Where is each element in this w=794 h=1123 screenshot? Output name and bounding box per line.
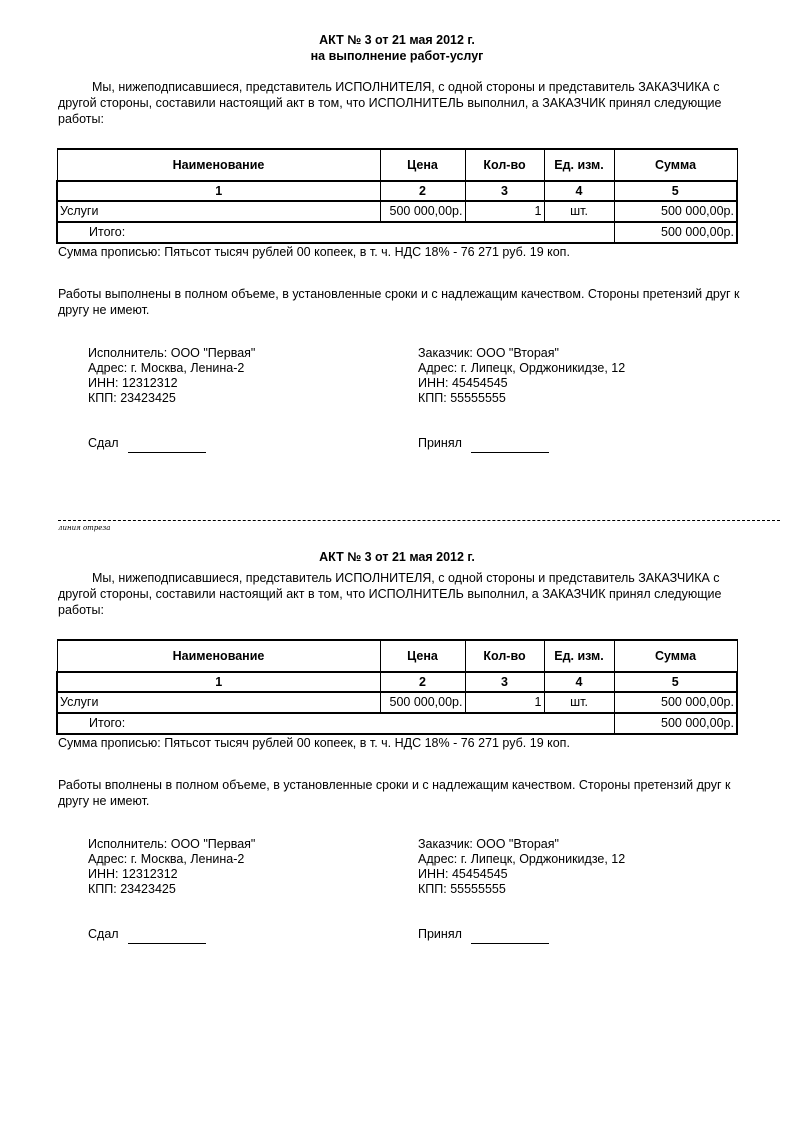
act-intro-text: Мы, нижеподписавшиеся, представитель ИСПОЛНИТЕЛЯ, с одной стороны и представитель ЗАКАЗЧИКА с другой стороны, составили настоящий акт в том, что ИСПОЛНИТЕЛЬ выполнил, а ЗАКАЗЧИК принял следующие работы:	[58, 80, 722, 126]
act-subtitle: на выполнение работ-услуг	[310, 49, 484, 63]
accepted-signature-line	[471, 452, 549, 453]
customer-name: Заказчик: ООО "Вторая"	[418, 346, 559, 360]
item-name: Услуги	[57, 201, 380, 222]
col-number: 4	[544, 672, 614, 692]
col-number: 3	[465, 181, 544, 201]
item-qty: 1	[465, 692, 544, 713]
item-qty: 1	[465, 201, 544, 222]
item-name: Услуги	[57, 692, 380, 713]
item-sum: 500 000,00р.	[614, 692, 737, 713]
item-unit: шт.	[544, 201, 614, 222]
col-number: 5	[614, 181, 737, 201]
act-intro	[58, 570, 748, 618]
col-header-name: Наименование	[57, 640, 380, 672]
col-number: 1	[57, 181, 380, 201]
executor-address: Адрес: г. Москва, Ленина-2	[88, 361, 245, 375]
customer-kpp: КПП: 55555555	[418, 391, 506, 405]
customer-inn: ИНН: 45454545	[418, 376, 508, 390]
accepted-signature-line	[471, 943, 549, 944]
services-table	[56, 148, 738, 244]
item-price: 500 000,00р.	[380, 201, 465, 222]
table-total-row	[57, 713, 737, 734]
completion-statement: Работы вполнены в полном объеме, в установленные сроки и с надлежащим качеством. Стороны претензий друг к другу не имеют.	[58, 778, 731, 808]
act-intro	[58, 79, 748, 127]
total-label: Итого:	[57, 713, 614, 734]
item-unit: шт.	[544, 692, 614, 713]
customer-inn: ИНН: 45454545	[418, 867, 508, 881]
executor-inn: ИНН: 12312312	[88, 867, 178, 881]
table-header-row	[57, 149, 737, 181]
handed-signature-line	[128, 452, 206, 453]
sum-in-words: Сумма прописью: Пятьсот тысяч рублей 00 копеек, в т. ч. НДС 18% - 76 271 руб. 19 коп.	[58, 245, 570, 259]
col-header-unit: Ед. изм.	[544, 149, 614, 181]
table-row	[57, 201, 737, 222]
executor-inn: ИНН: 12312312	[88, 376, 178, 390]
services-table	[56, 639, 738, 735]
col-number: 2	[380, 181, 465, 201]
executor-kpp: КПП: 23423425	[88, 391, 176, 405]
act-title: АКТ № 3 от 21 мая 2012 г.	[319, 550, 475, 564]
col-header-qty: Кол-во	[465, 640, 544, 672]
col-header-unit: Ед. изм.	[544, 640, 614, 672]
col-number: 5	[614, 672, 737, 692]
col-header-price: Цена	[380, 149, 465, 181]
customer-address: Адрес: г. Липецк, Орджоникидзе, 12	[418, 361, 626, 375]
col-number: 4	[544, 181, 614, 201]
act-title: АКТ № 3 от 21 мая 2012 г.	[319, 33, 475, 47]
total-value: 500 000,00р.	[614, 713, 737, 734]
executor-name: Исполнитель: ООО "Первая"	[88, 346, 256, 360]
col-number: 2	[380, 672, 465, 692]
completion-statement: Работы выполнены в полном объеме, в установленные сроки и с надлежащим качеством. Стороны претензий друг к другу не имеют.	[58, 287, 740, 317]
customer-address: Адрес: г. Липецк, Орджоникидзе, 12	[418, 852, 626, 866]
sum-in-words: Сумма прописью: Пятьсот тысяч рублей 00 копеек, в т. ч. НДС 18% - 76 271 руб. 19 коп.	[58, 736, 570, 750]
table-header-row	[57, 640, 737, 672]
total-value: 500 000,00р.	[614, 222, 737, 243]
cut-line	[58, 520, 780, 521]
item-price: 500 000,00р.	[380, 692, 465, 713]
total-label: Итого:	[57, 222, 614, 243]
executor-kpp: КПП: 23423425	[88, 882, 176, 896]
item-sum: 500 000,00р.	[614, 201, 737, 222]
handed-signature-line	[128, 943, 206, 944]
col-header-sum: Сумма	[614, 149, 737, 181]
executor-address: Адрес: г. Москва, Ленина-2	[88, 852, 245, 866]
accepted-label: Принял	[418, 927, 462, 941]
col-number: 1	[57, 672, 380, 692]
act-intro-text: Мы, нижеподписавшиеся, представитель ИСПОЛНИТЕЛЯ, с одной стороны и представитель ЗАКАЗЧИКА с другой стороны, составили настоящий акт в том, что ИСПОЛНИТЕЛЬ выполнил, а ЗАКАЗЧИК принял следующие работы:	[58, 571, 722, 617]
table-row	[57, 692, 737, 713]
handed-label: Сдал	[88, 927, 119, 941]
accepted-label: Принял	[418, 436, 462, 450]
col-header-price: Цена	[380, 640, 465, 672]
col-header-qty: Кол-во	[465, 149, 544, 181]
customer-name: Заказчик: ООО "Вторая"	[418, 837, 559, 851]
handed-label: Сдал	[88, 436, 119, 450]
table-total-row	[57, 222, 737, 243]
col-number: 3	[465, 672, 544, 692]
col-header-name: Наименование	[57, 149, 380, 181]
table-number-row	[57, 181, 737, 201]
customer-kpp: КПП: 55555555	[418, 882, 506, 896]
table-number-row	[57, 672, 737, 692]
col-header-sum: Сумма	[614, 640, 737, 672]
cut-line-label: линия отреза	[58, 524, 111, 532]
executor-name: Исполнитель: ООО "Первая"	[88, 837, 256, 851]
